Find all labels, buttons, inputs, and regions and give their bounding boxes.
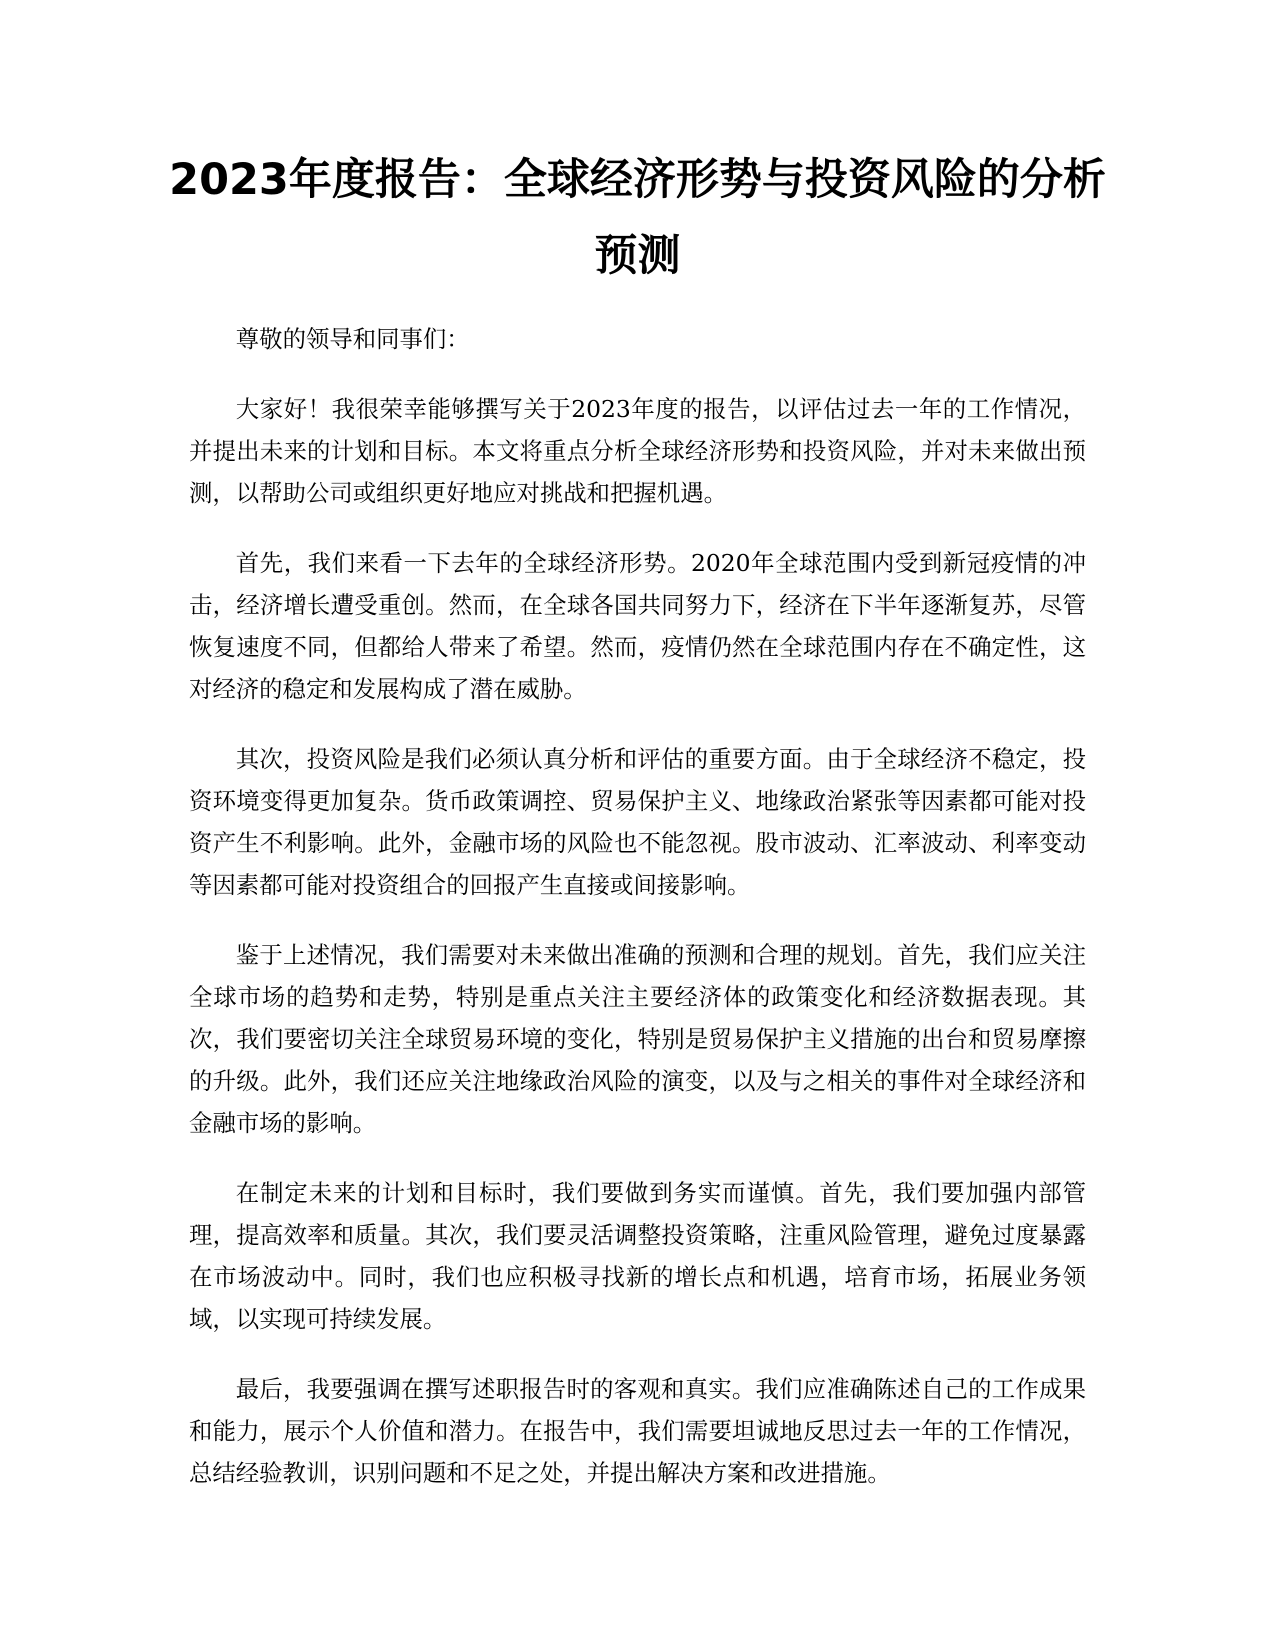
closing-paragraph: 最后，我要强调在撰写述职报告时的客观和真实。我们应准确陈述自己的工作成果和能力，展示个人价值和潜力。在报告中，我们需要坦诚地反思过去一年的工作情况，总结经验教训，识别问题和不足之处，并提出解决方案和改进措施。 <box>189 1375 1086 1487</box>
salutation-paragraph: 尊敬的领导和同事们： <box>235 325 470 353</box>
plan-paragraph: 在制定未来的计划和目标时，我们要做到务实而谨慎。首先，我们要加强内部管理，提高效率和质量。其次，我们要灵活调整投资策略，注重风险管理，避免过度暴露在市场波动中。同时，我们也应积极寻找新的增长点和机遇，培育市场，拓展业务领域，以实现可持续发展。 <box>189 1179 1086 1333</box>
risk-paragraph: 其次，投资风险是我们必须认真分析和评估的重要方面。由于全球经济不稳定，投资环境变得更加复杂。货币政策调控、贸易保护主义、地缘政治紧张等因素都可能对投资产生不利影响。此外，金融市场的风险也不能忽视。股市波动、汇率波动、利率变动等因素都可能对投资组合的回报产生直接或间接影响。 <box>189 745 1086 899</box>
economy-paragraph: 首先，我们来看一下去年的全球经济形势。2020年全球范围内受到新冠疫情的冲击，经济增长遭受重创。然而，在全球各国共同努力下，经济在下半年逐渐复苏，尽管恢复速度不同，但都给人带来了希望。然而，疫情仍然在全球范围内存在不确定性，这对经济的稳定和发展构成了潜在威胁。 <box>189 549 1086 703</box>
forecast-paragraph: 鉴于上述情况，我们需要对未来做出准确的预测和合理的规划。首先，我们应关注全球市场的趋势和走势，特别是重点关注主要经济体的政策变化和经济数据表现。其次，我们要密切关注全球贸易环境的变化，特别是贸易保护主义措施的出台和贸易摩擦的升级。此外，我们还应关注地缘政治风险的演变，以及与之相关的事件对全球经济和金融市场的影响。 <box>189 941 1086 1137</box>
document-body <box>189 318 1086 1522</box>
intro-paragraph: 大家好！我很荣幸能够撰写关于2023年度的报告，以评估过去一年的工作情况，并提出未来的计划和目标。本文将重点分析全球经济形势和投资风险，并对未来做出预测，以帮助公司或组织更好地应对挑战和把握机遇。 <box>189 395 1086 507</box>
document-title: 2023年度报告：全球经济形势与投资风险的分析预测 <box>169 155 1106 281</box>
